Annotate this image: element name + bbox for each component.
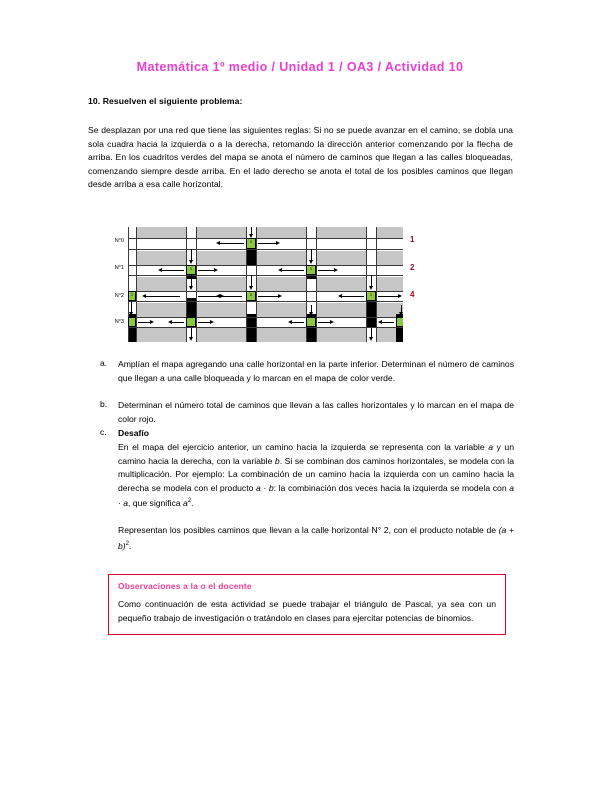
c-product-aa: a · a	[118, 482, 515, 509]
arrow-left-icon	[338, 294, 342, 298]
street-line	[128, 291, 403, 292]
arrow-right-icon	[398, 294, 402, 298]
blocked-segment	[366, 298, 376, 328]
green-count-cell	[366, 291, 376, 301]
street-line	[366, 227, 367, 342]
street-line	[128, 317, 403, 318]
c-text-1: En el mapa del ejercicio anterior, un camino hacia la izquierda se representa con la variable	[118, 442, 489, 452]
arrow-left-icon	[216, 294, 220, 298]
arrow-down-icon	[369, 286, 373, 290]
building-block	[136, 251, 186, 265]
arrow-shaft	[378, 296, 398, 297]
arrow-right-icon	[334, 268, 338, 272]
building-block	[136, 328, 186, 342]
intro-paragraph: Se desplazan por una red que tiene las siguientes reglas: Si no se puede avanzar en el camino, se dobla una sola cuadra hacia la izquierda o a la derecha, retomando la dirección anterior comenzando por la flecha de arriba. En los cuadritos verdes del mapa se anota el número de caminos que llegan a las calles bloqueadas, comenzando siempre desde arriba. En el lado derecho se anota el total de los posibles caminos que llegan desde arriba a esa calle horizontal.	[88, 125, 513, 190]
building-block	[316, 227, 366, 238]
c-text-3: . Si se combinan dos caminos horizontales, se modela con la multiplicación. Por ejemplo: La combinación de un camino hacia la izquierda con un camino hacia la derecha se modela con el producto	[118, 455, 514, 493]
c-text-7: Representan los posibles caminos que llevan a la calle horizontal N° 2, con el producto notable de	[118, 525, 499, 535]
building-block	[196, 328, 246, 342]
arrow-down-icon	[249, 234, 253, 238]
green-count-cell	[186, 265, 196, 275]
arrow-shaft	[198, 270, 214, 271]
building-block	[196, 251, 246, 265]
building-block	[376, 227, 403, 238]
observations-heading: Observaciones a la o el docente	[118, 581, 252, 591]
building-block	[136, 303, 186, 317]
arrow-down-icon	[249, 286, 253, 290]
row-total-1: 1	[410, 235, 415, 244]
row-label-2: N°2	[114, 293, 124, 299]
row-label-1: N°1	[114, 265, 124, 271]
street-line	[196, 227, 197, 342]
building-block	[256, 303, 306, 317]
street-line	[136, 227, 137, 342]
arrow-left-icon	[378, 320, 382, 324]
arrow-down-icon	[369, 337, 373, 341]
arrow-down-icon	[249, 337, 253, 341]
item-letter-c: c.	[100, 427, 107, 437]
arrow-shaft	[146, 296, 180, 297]
arrow-right-icon	[210, 320, 214, 324]
green-count-cell	[306, 317, 316, 327]
c-binomial: (a + b)	[118, 525, 514, 551]
street-line	[128, 327, 403, 328]
green-count-cell	[128, 317, 136, 327]
green-count-value: 1	[189, 266, 193, 271]
item-text-c	[118, 441, 514, 511]
arrow-right-icon	[276, 241, 280, 245]
arrow-shaft	[258, 243, 276, 244]
arrow-shaft	[282, 270, 304, 271]
arrow-right-icon	[330, 320, 334, 324]
arrow-shaft	[138, 322, 150, 323]
c-text-4: : la combinación dos veces hacia la izquierda se modela con	[273, 482, 510, 493]
building-block	[256, 227, 306, 238]
arrow-left-icon	[168, 320, 172, 324]
row-total-4: 4	[410, 290, 415, 299]
arrow-right-icon	[214, 268, 218, 272]
c-text-8: .	[129, 540, 132, 551]
row-label-0: N°0	[114, 238, 124, 244]
item-text-b: Determinan el número total de caminos que llevan a las calles horizontales y lo marcan en el mapa de color rojo.	[118, 400, 514, 424]
arrow-shaft	[220, 296, 242, 297]
building-block	[196, 227, 246, 238]
arrow-shaft	[258, 296, 278, 297]
arrow-shaft	[318, 322, 330, 323]
c-var-a: a	[488, 442, 493, 452]
arrow-down-icon	[129, 312, 133, 316]
street-line	[128, 265, 403, 266]
arrow-shaft	[172, 322, 184, 323]
c-var-b: b	[274, 455, 280, 466]
building-block	[196, 303, 246, 317]
arrow-right-icon	[278, 294, 282, 298]
c-binomial-exponent: 2	[125, 540, 129, 547]
arrow-shaft	[198, 322, 210, 323]
green-count-value: 2	[249, 292, 253, 297]
green-count-cell	[246, 291, 256, 301]
page-title: Matemática 1º medio / Unidad 1 / OA3 / Actividad 10	[136, 60, 464, 74]
street-line	[376, 227, 377, 342]
item-heading-c: Desafío	[118, 428, 150, 438]
street-line	[128, 301, 403, 302]
green-count-value: 1	[309, 266, 313, 271]
arrow-down-icon	[189, 286, 193, 290]
building-block	[196, 277, 246, 291]
c-text-2: y un camino hacia la derecha, con la variable	[118, 442, 514, 466]
arrow-shaft	[292, 322, 304, 323]
map-grid	[128, 227, 403, 342]
arrow-right-icon	[150, 320, 154, 324]
arrow-left-icon	[288, 320, 292, 324]
building-block	[376, 251, 403, 265]
row-total-2: 2	[410, 263, 415, 272]
building-block	[376, 277, 403, 291]
street-line	[128, 249, 403, 250]
problem-number: 10. Resuelven el siguiente problema:	[88, 96, 243, 106]
building-block	[256, 328, 306, 342]
arrow-down-icon	[309, 312, 313, 316]
arrow-down-icon	[399, 312, 403, 316]
green-count-cell	[306, 265, 316, 275]
arrow-left-icon	[142, 294, 146, 298]
item-text-a: Amplían el mapa agregando una calle horizontal en la parte inferior. Determinan el número de caminos que llegan a una calle bloqueada y lo marcan en el mapa de color verde.	[118, 359, 514, 383]
item-letter-b: b.	[100, 399, 108, 409]
c-a-squared: a	[182, 498, 188, 509]
green-count-cell	[128, 291, 136, 301]
arrow-shaft	[342, 296, 364, 297]
c-text-6: .	[191, 498, 194, 509]
row-label-3: N°3	[114, 319, 124, 325]
green-count-cell	[186, 317, 196, 327]
arrow-shaft	[318, 270, 334, 271]
c-a-squared-exponent: 2	[187, 498, 192, 505]
arrow-left-icon	[216, 241, 220, 245]
green-count-cell	[396, 317, 403, 327]
arrow-left-icon	[158, 268, 162, 272]
building-block	[136, 277, 186, 291]
building-block	[316, 277, 366, 291]
arrow-left-icon	[278, 268, 282, 272]
arrow-down-icon	[189, 337, 193, 341]
green-count-value: 1	[249, 239, 253, 244]
street-line	[128, 238, 403, 239]
observations-body: Como continuación de esta actividad se puede trabajar el triángulo de Pascal, ya sea con un pequeño trabajo de investigación o tratándolo en clases para ejercitar potencias de binomios.	[118, 599, 496, 623]
arrow-down-icon	[189, 312, 193, 316]
arrow-down-icon	[189, 260, 193, 264]
building-block	[316, 303, 366, 317]
observations-box	[108, 574, 506, 635]
item-text-c2	[118, 524, 514, 553]
building-block	[316, 328, 366, 342]
street-line	[256, 227, 257, 342]
road-network-map	[100, 227, 430, 342]
building-block	[256, 277, 306, 291]
item-letter-a: a.	[100, 358, 108, 368]
c-text-5: , que significa	[128, 498, 183, 509]
green-count-cell	[246, 238, 256, 249]
c-product-ab: a · b	[255, 482, 274, 493]
arrow-shaft	[382, 322, 394, 323]
arrow-shaft	[220, 243, 244, 244]
building-block	[256, 251, 306, 265]
arrow-shaft	[162, 270, 184, 271]
street-line	[128, 275, 403, 276]
street-line	[316, 227, 317, 342]
green-count-value: 1	[130, 292, 134, 297]
building-block	[136, 227, 186, 238]
building-block	[316, 251, 366, 265]
green-count-value: 1	[369, 292, 373, 297]
arrow-down-icon	[309, 260, 313, 264]
